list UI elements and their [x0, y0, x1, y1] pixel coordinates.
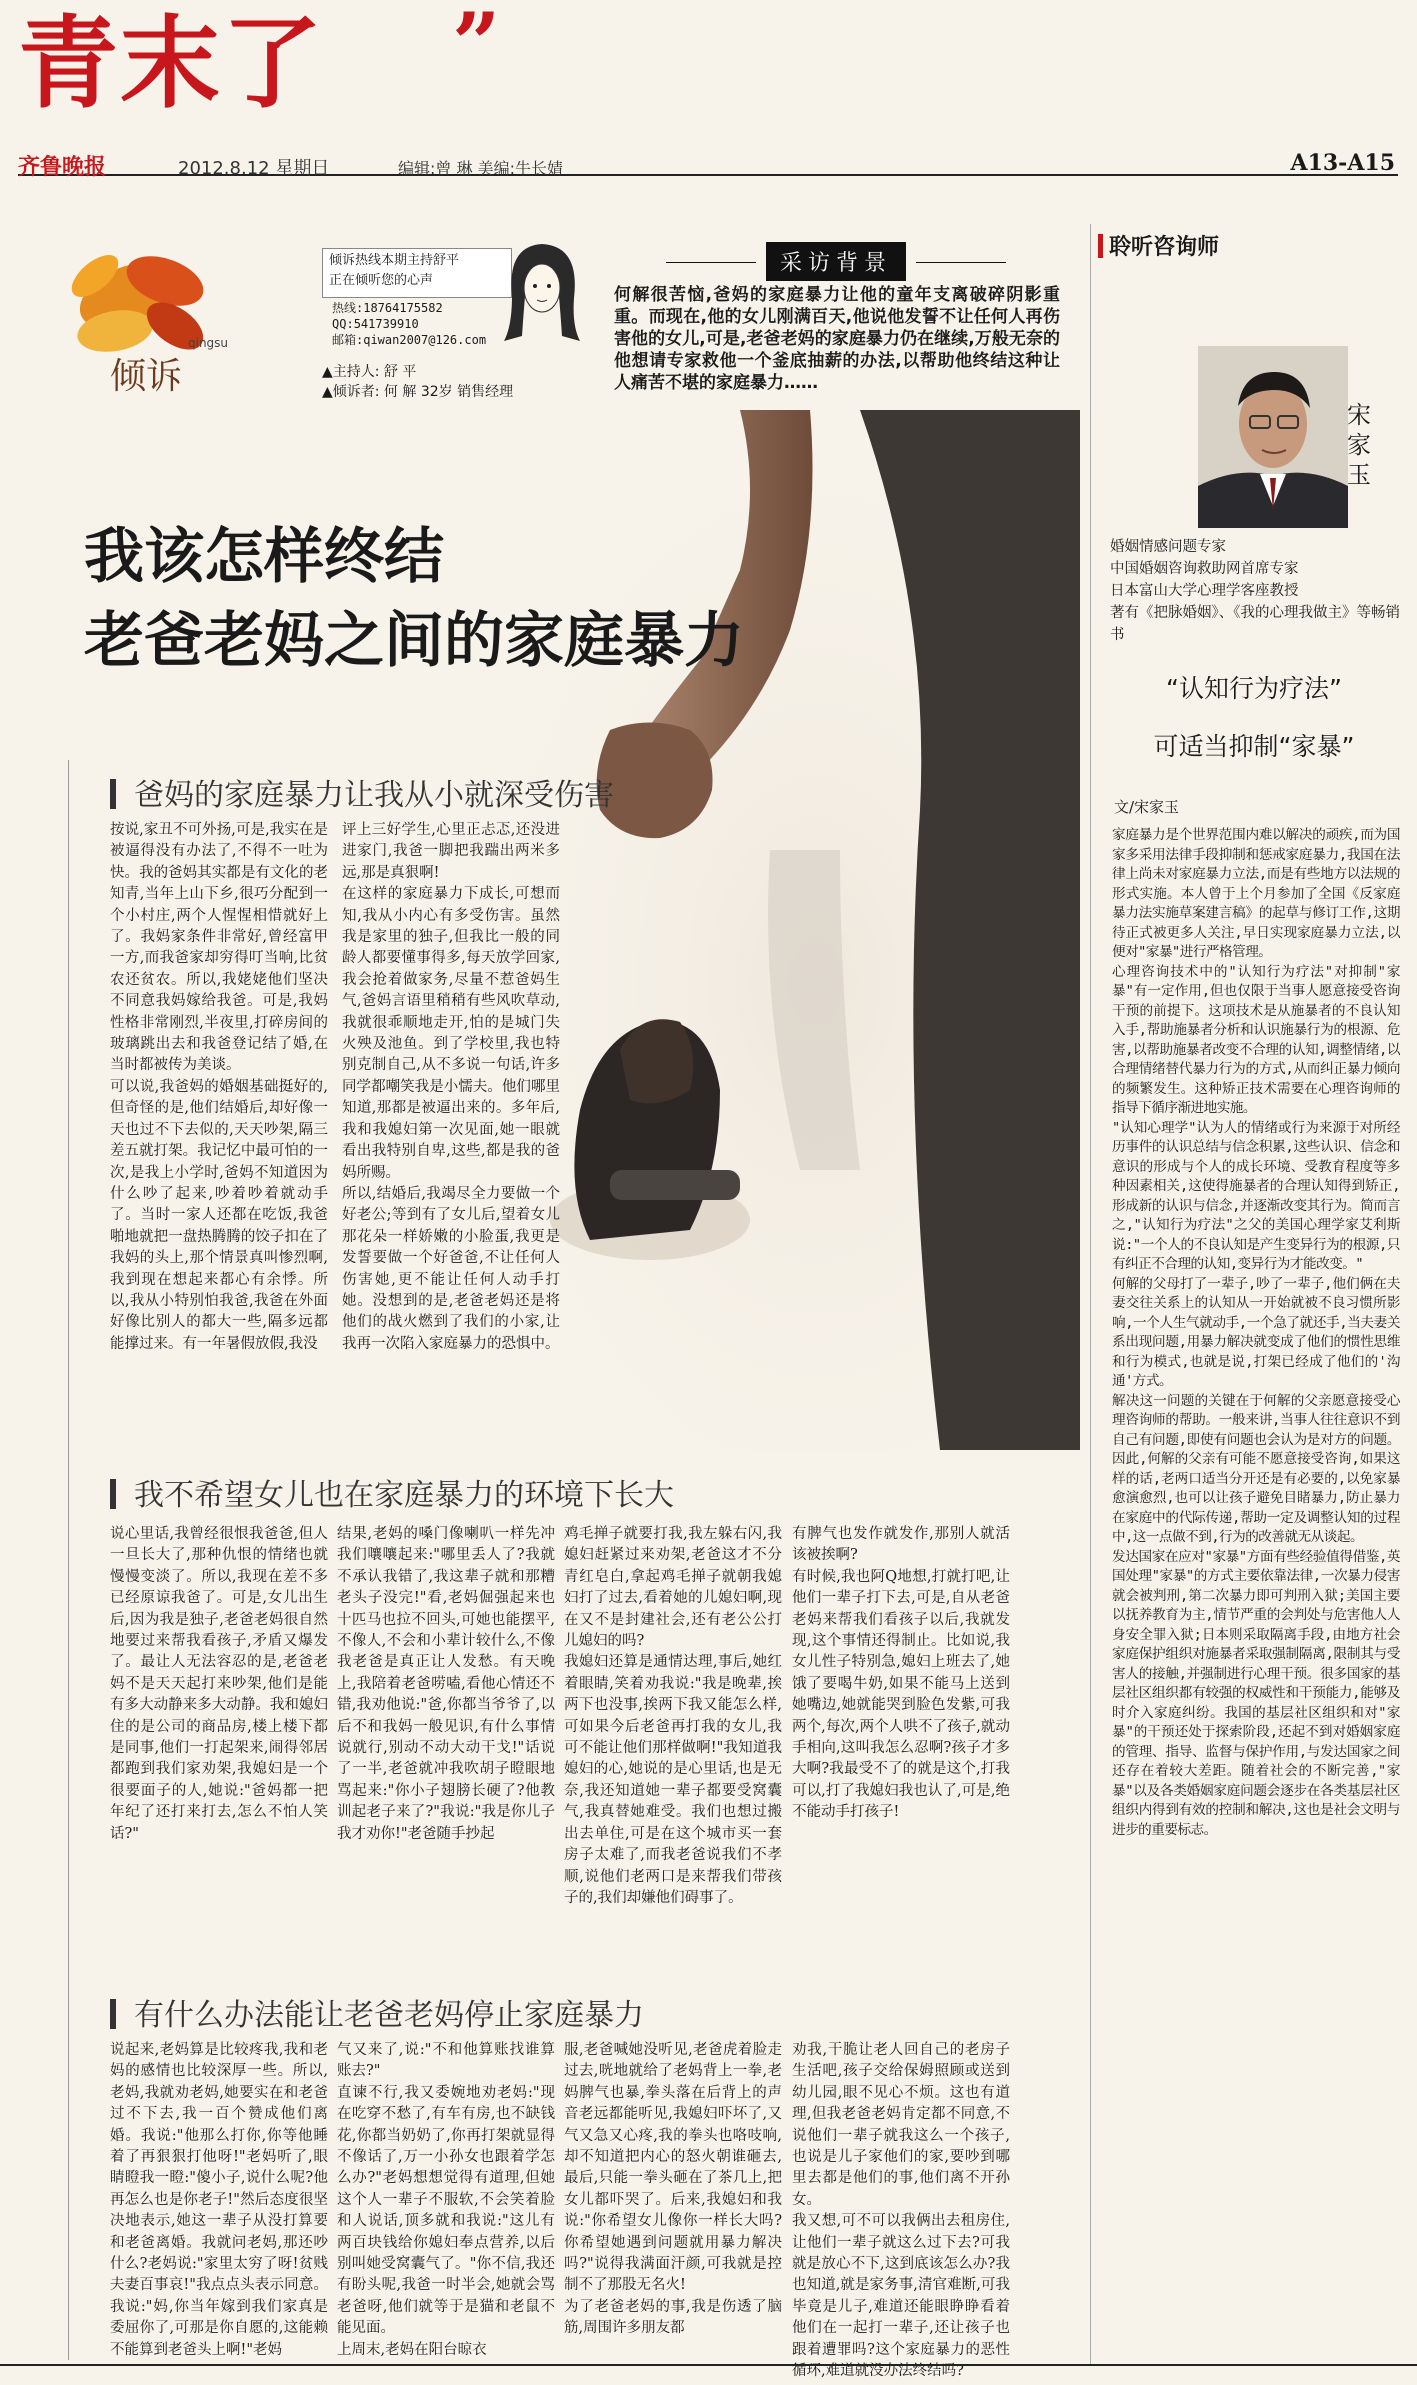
hotline-line: 正在倾听您的心声: [329, 273, 434, 288]
section-3-col-4: 劝我,干脆让老人回自己的老房子生活吧,孩子交给保姆照顾或送到幼儿园,眼不见心不烦。这也有道理,但我老爸老妈肯定都不同意,不说他们一辈子就我这么一个孩子,也说是儿子家他们的家,要吵到哪里去都是他们的事,他们离不开孙女。 我又想,可不可以我俩出去租房住,让他们一辈子就这么过下去?可我就是放心不下,这到底该怎么办?我也知道,就是家务事,清官难断,可我毕竟是儿子,难道还能眼睁睁看着他们在一起打一辈子,还让孩子也跟着遭罪吗?这个家庭暴力的恶性循环,难道就没办法终结吗?: [792, 2042, 1010, 2380]
section-2-col-2: 结果,老妈的嗓门像喇叭一样先冲我们嚷嚷起来:"哪里丢人了?我就不承认我错了,我这辈子就和那糟老头子没完!"看,老妈倔强起来也十匹马也拉不回头,可她也能摆平,不像人,不会和小辈计较什么,不像我老爸是真正让人发愁。有天晚上,我陪着老爸唠嗑,看他心情还不错,我劝他说:"爸,你都当爷爷了,以后不和我妈一般见识,有什么事情说就行,别动不动大动干戈!"话说了一半,老爸就冲我吹胡子瞪眼地骂起来:"你小子翅膀长硬了?他教训起老子来了?"我说:"我是你儿子我才劝你!"老爸随手抄起: [337, 1526, 555, 1842]
credential-line: 婚姻情感问题专家: [1110, 539, 1226, 555]
footer-rule: [0, 2364, 1417, 2385]
advisor-article-text: 家庭暴力是个世界范围内难以解决的顽疾,而为国家多采用法律手段抑制和惩戒家庭暴力,我国在法律上尚未对家庭暴力立法,而是有些地方以法规的形式实施。本人曾于上个月参加了全国《反家庭暴力法实施草案建言稿》的起草与修订工作,这期待正式被更多人关注,早日实现家庭暴力立法,以便对"家暴"进行严格管理。 心理咨询技术中的"认知行为疗法"对抑制"家暴"有一定作用,但也仅限于当事人愿意接受咨询干预的前提下。这项技术是从施暴者的不良认知入手,帮助施暴者分析和认识施暴行为的根源、危害,以帮助施暴者改变不合理的认知,调整情绪,以合理情绪替代暴力行为的方式,从而纠正暴力倾向的频繁发生。这种矫正技术需要在心理咨询师的指导下循序渐进地实施。 "认知心理学"认为人的情绪或行为来源于对所经历事件的认识总结与信念积累,这些认识、信念和意识的形成与个人的成长环境、受教育程度等多种因素相关,这使得施暴者的合理认知得到矫正,形成新的认识与信念,并逐渐改变其行为。简而言之,"认知行为疗法"之父的美国心理学家艾利斯说:"一个人的不良认知是产生变异行为的根源,只有纠正不合理的认知,变异行为才能改变。" 何解的父母打了一辈子,吵了一辈子,他们俩在夫妻交往关系上的认知从一开始就被不良习惯所影响,一个人生气就动手,一个急了就还手,当夫妻关系出现问题,用暴力解决就变成了他们的惯性思维和行为模式,也就是说,打架已经成了他们的'沟通'方式。 解决这一问题的关键在于何解的父亲愿意接受心理咨询师的帮助。一般来讲,当事人往往意识不到自己有问题,即使有问题也会认为是对方的问题。因此,何解的父亲有可能不愿意接受咨询,如果这样的话,老两口适当分开还是有必要的,以免家暴愈演愈烈,也可以让孩子避免目睹暴力,防止暴力在家庭中的代际传递,帮助一定及调整认知的过程中,这一点做不到,行为的改善就无从谈起。 发达国家在应对"家暴"方面有些经验值得借鉴,英国处理"家暴"的方式主要依靠法律,一次暴力侵害就会被判刑,第二次暴力即可判刑入狱;美国主要以抚养教育为主,情节严重的会判处与危害他人人身安全罪入狱;日本则采取隔离手段,由地方社会家庭保护组织对施暴者采取强制隔离,限制其与受害人的接触,并强制进行心理干预。很多国家的基层社区组织都有较强的权威性和干预能力,能够及时介入家庭纠纷。我国的基层社区组织和对"家暴"的干预还处于探索阶段,还起不到对婚姻家庭的管理、指导、监督与保护作用,与发达国家之间还存在着较大差距。随着社会的不断完善,"家暴"以及各类婚姻家庭问题会逐步在各类基层社区组织内得到有效的控制和解决,这也是社会文明与进步的重要标志。: [1112, 827, 1400, 1838]
advisor-tab: 聆听咨询师: [1098, 230, 1219, 261]
editor-credits: 编辑:曾 琳 美编:牛长婧: [398, 159, 563, 178]
advisor-portrait: [1198, 346, 1348, 528]
headline-line-2: 老爸老妈之间的家庭暴力: [84, 606, 744, 676]
sidebar-headline-1: “认知行为疗法”: [1166, 674, 1342, 703]
issue-date: 2012.8.12 星期日: [178, 158, 330, 179]
main-headline: [84, 515, 744, 683]
column-name: 倾诉: [110, 356, 183, 397]
participants: [322, 362, 513, 402]
narrator-line: ▲倾诉者: 何 解 32岁 销售经理: [322, 384, 514, 400]
tab-marker-icon: [1098, 234, 1103, 258]
heading-bar-icon: [110, 1999, 116, 2029]
page-range: A13-A15: [1290, 150, 1395, 176]
section-title: 青末了: [18, 5, 324, 122]
hotline-banner: [322, 248, 512, 298]
credential-line: 著有《把脉婚姻》、《我的心理我做主》等畅销书: [1110, 605, 1400, 643]
newspaper-logo: 齐鲁晚报: [18, 154, 107, 180]
background-intro: 何解很苦恼,爸妈的家庭暴力让他的童年支离破碎阴影重重。而现在,他的女儿刚满百天,他说他发誓不让任何人再伤害他的女儿,可是,老爸老妈的家庭暴力仍在继续,万般无奈的他想请专家救他一个釜底抽薪的办法,以帮助他终结这种让人痛苦不堪的家庭暴力……: [614, 285, 1060, 393]
section-heading-3: 有什么办法能让老爸老妈停止家庭暴力: [110, 1990, 644, 2034]
headline-line-1: 我该怎样终结: [84, 522, 444, 592]
advisor-article: [1112, 826, 1400, 2351]
contact-email: 邮箱:qiwan2007@126.com: [332, 333, 487, 347]
heading-bar-icon: [110, 1479, 116, 1509]
section-3-col-1: 说起来,老妈算是比较疼我,我和老妈的感情也比较深厚一些。所以,老妈,我就劝老妈,她要实在和老爸过不下去,我一百个赞成他们离婚。我说:"他那么打你,你等他睡着了再狠狠打他呀!"老妈听了,眼睛瞪我一瞪:"傻小子,说什么呢?他再怎么也是你老子!"然后态度很坚决地表示,她这一辈子从没打算要和老爸离婚。我就问老妈,那还吵什么?老妈说:"家里太穷了呀!贫贱夫妻百事哀!"我点点头表示同意。我说:"妈,你当年嫁到我们家真是委屈你了,可那是你自愿的,这能赖不能算到老爸头上啊!"老妈: [110, 2042, 328, 2358]
section-3-col-2: 气又来了,说:"不和他算账找谁算账去?" 直谏不行,我又委婉地劝老妈:"现在吃穿不愁了,有车有房,也不缺钱花,你都当奶奶了,你再打架就显得不像话了,万一小孙女也跟着学怎么办?"老妈想想觉得有道理,但她这个人一辈子不服软,不会笑着脸和人说话,顶多就和我说:"这儿有两百块钱给你媳妇奉点营养,以后别叫她受窝囊气了。"你不信,我还有盼头呢,我爸一时半会,她就会骂老爸呀,他们就等于是猫和老鼠不能见面。 上周末,老妈在阳台晾衣: [337, 2042, 555, 2358]
section-2-col-1: 说心里话,我曾经很恨我爸爸,但人一旦长大了,那种仇恨的情绪也就慢慢变淡了。所以,我现在差不多已经原谅我爸了。可是,女儿出生后,因为我是独子,老爸老妈很自然地要过来帮我看孩子,矛盾又爆发了。最让人无法容忍的是,老爸老妈不是天天起打来吵架,他们是能有多大动静来多大动静。我和媳妇住的是公司的商品房,楼上楼下都是同事,他们一打起架来,闹得邻居都跑到我们家劝架,我媳妇是一个很要面子的人,她说:"爸妈都一把年纪了还打来打去,怎么不怕人笑话?": [110, 1526, 328, 1842]
byline: 文/宋家玉: [1114, 798, 1180, 816]
section-heading-1: 爸妈的家庭暴力让我从小就深受伤害: [110, 770, 614, 814]
credential-line: 日本富山大学心理学客座教授: [1110, 583, 1299, 599]
host-line: ▲主持人: 舒 平: [322, 364, 417, 380]
sidebar-headline-2: 可适当抑制“家暴”: [1153, 732, 1355, 761]
section-3-col-3: 服,老爸喊她没听见,老爸虎着脸走过去,咣地就给了老妈背上一拳,老妈脾气也暴,拳头落在后背上的声音老远都能听见,我媳妇吓坏了,又气又急又心疼,我的拳头也咯吱响,却不知道把内心的怒火朝谁砸去,最后,只能一拳头砸在了茶几上,把女儿都吓哭了。后来,我媳妇和我说:"你希望女儿像你一样长大吗?你希望她遇到问题就用暴力解决吗?"说得我满面汗颜,可我就是控制不了那股无名火! 为了老爸老妈的事,我是伤透了脑筋,周围许多朋友都: [564, 2042, 782, 2337]
background-tag: 采访背景: [766, 242, 906, 281]
title-quote-mark: ”: [452, 0, 501, 93]
advisor-name: 宋家玉: [1347, 401, 1371, 489]
section-heading-2: 我不希望女儿也在家庭暴力的环境下长大: [110, 1470, 674, 1514]
advisor-credentials: [1110, 536, 1400, 646]
hotline-line: 倾诉热线本期主持舒平: [329, 253, 460, 268]
sidebar-headline: [1104, 660, 1404, 776]
column-pinyin: qingsu: [188, 336, 229, 350]
credential-line: 中国婚姻咨询救助网首席专家: [1110, 561, 1299, 577]
heading-bar-icon: [110, 779, 116, 809]
left-margin-rule: [68, 760, 69, 2360]
contact-info: [332, 300, 486, 348]
section-2-col-3: 鸡毛掸子就要打我,我左躲右闪,我媳妇赶紧过来劝架,老爸这才不分青红皂白,拿起鸡毛掸子就朝我媳妇打了过去,看着她的儿媳妇啊,现在又不是封建社会,还有老公公打儿媳妇的吗? 我媳妇还算是通情达理,事后,她红着眼睛,笑着劝我说:"我是晚辈,挨两下也没事,挨两下我又能怎么样,可如果今后老爸再打我的女儿,我可不能让他们那样做啊!"我知道我媳妇的心,她说的是心里话,也是无奈,我还知道她一辈子都要受窝囊气,我真替她难受。我们也想过搬出去单住,可是在这个城市买一套房子太难了,而我老爸说我们不孝顺,说他们老两口是来帮我们带孩子的,我们却嫌他们碍事了。: [564, 1526, 782, 1906]
section-1-col-1: 按说,家丑不可外扬,可是,我实在是被逼得没有办法了,不得不一吐为快。我的爸妈其实都是有文化的老知青,当年上山下乡,很巧分配到一个小村庄,两个人惺惺相惜就好上了。我妈家条件非常好,曾经富甲一方,而我爸家却穷得叮当响,比贫农还贫农。所以,我姥姥他们坚决不同意我妈嫁给我爸。可是,我妈性格非常刚烈,半夜里,打碎房间的玻璃跳出去和我爸登记结了婚,在当时都被传为美谈。 可以说,我爸妈的婚姻基础挺好的,但奇怪的是,他们结婚后,却好像一天也过不下去似的,天天吵架,隔三差五就打架。我记忆中最可怕的一次,是我上小学时,爸妈不知道因为什么吵了起来,吵着吵着就动手了。当时一家人还都在吃饭,我爸啪地就把一盘热腾腾的饺子扣在了我妈的头上,那个情景真叫惨烈啊,我到现在想起来都心有余悸。所以,我从小特别怕我爸,我爸在外面好像比别人的都大一些,隔多远都能撑过来。有一年暑假放假,我没: [110, 822, 328, 1352]
contact-qq: QQ:541739910: [332, 317, 419, 331]
host-illustration-icon: [502, 236, 582, 346]
section-2-col-4: 有脾气也发作就发作,那别人就活该被挨啊? 有时候,我也阿Q地想,打就打吧,让他们一辈子打下去,可是,自从老爸老妈来帮我们看孩子以后,我就发现,这个事情还得制止。比如说,我女儿性子特别急,媳妇上班去了,她饿了要喝牛奶,如果不能马上送到她嘴边,她就能哭到脸色发紫,可我两个,每次,两个人哄不了孩子,就动手相向,这叫我怎么忍啊?孩子才多大啊?我最受不了的就是这个,打我可以,打了我媳妇我也认了,可是,绝不能动手打孩子!: [792, 1526, 1010, 1821]
section-1-col-2: 评上三好学生,心里正忐忑,还没进进家门,我爸一脚把我踹出两米多远,那是真狠啊! 在这样的家庭暴力下成长,可想而知,我从小内心有多受伤害。虽然我是家里的独子,但我比一般的同龄人都要懂事得多,每天放学回家,我会抢着做家务,尽量不惹爸妈生气,爸妈言语里稍稍有些风吹草动,我就很乖顺地走开,怕的是城门失火殃及池鱼。到了学校里,我也特别克制自己,从不多说一句话,许多同学都嘲笑我是小懦夫。他们哪里知道,那都是被逼出来的。多年后,我和我媳妇第一次见面,她一眼就看出我特别自卑,这些,都是我的爸妈所赐。 所以,结婚后,我竭尽全力要做一个好老公;等到有了女儿后,望着女儿那花朵一样娇嫩的小脸蛋,我更是发誓要做一个好爸爸,不让任何人伤害她,更不能让任何人动手打她。没想到的是,老爸老妈还是将他们的战火燃到了我们的小家,让我再一次陷入家庭暴力的恐惧中。: [342, 822, 560, 1352]
contact-phone: 热线:18764175582: [332, 301, 443, 315]
